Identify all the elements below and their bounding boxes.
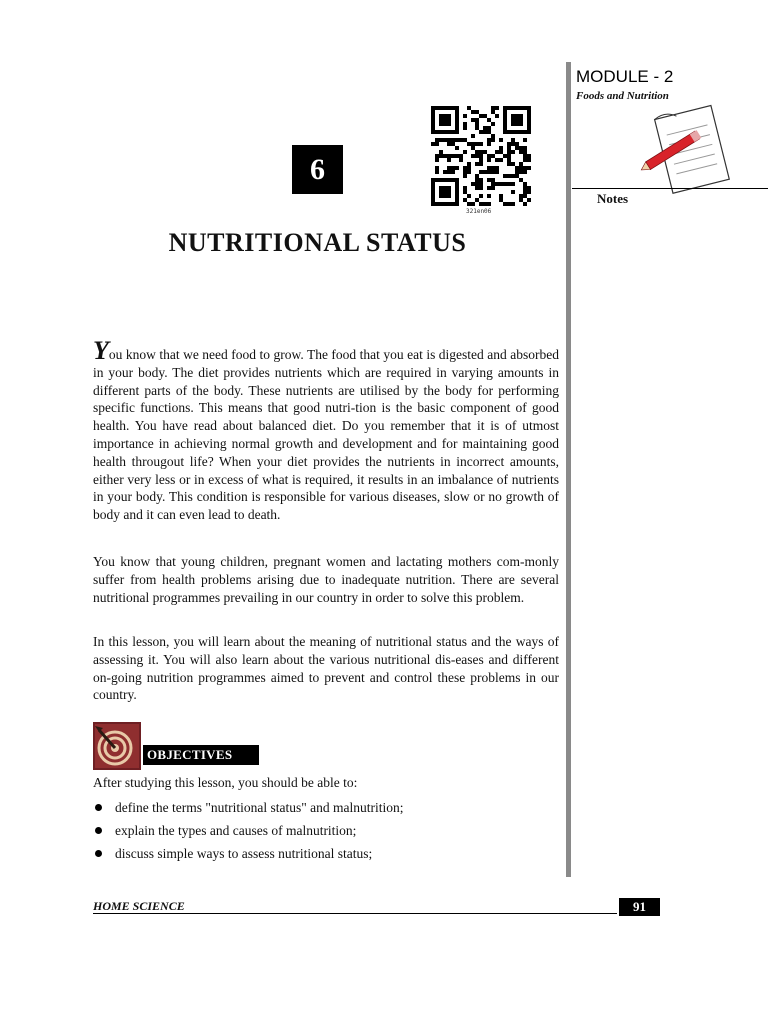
qr-code-label: 321en06 [466,208,492,215]
footer-rule [93,913,617,914]
list-item: define the terms "nutritional status" and malnutrition; [93,796,403,819]
second-paragraph: You know that young children, pregnant women and lactating mothers com-monly suffer from health problems arising due to inadequate nutrition. There are several nutritional programmes prevailing in our country in order to solve this problem. [93,554,559,605]
target-objectives-icon [93,722,141,770]
drop-cap: Y [93,336,109,365]
footer-subject: HOME SCIENCE [93,899,185,913]
qr-code-icon [431,106,531,206]
bullet-icon [95,850,102,857]
intro-paragraph-text: ou know that we need food to grow. The food that you eat is digested and absorbed in your body. The diet provides nutrients which are required in varying amounts in different parts of the body. These nutrients are utilised by the body for performing specific functions. This means that good nutri-tion is the basic component of good health. You have read about balanced diet. Do you remember that it is of utmost importance in achieving normal growth and development and for maintaining good health througout life? When your diet provides the nutrients in incorrect amounts, either very less or in excess of what is required, it results in an imbalance of nutrients in your body. This condition is responsible for various diseases, slow or no growth of body and it can even lead to death. [93,347,559,523]
margin-divider [566,62,571,877]
chapter-title: NUTRITIONAL STATUS [168,228,467,257]
objectives-intro: After studying this lesson, you should be able to: [93,775,358,790]
notes-label: Notes [597,191,629,206]
bullet-icon [95,804,102,811]
module-label: MODULE - 2 [576,67,674,86]
chapter-number: 6 [292,145,343,194]
objectives-list [93,796,403,865]
module-subtitle: Foods and Nutrition [576,90,669,102]
third-paragraph: In this lesson, you will learn about the meaning of nutritional status and the ways of assessing it. You will also learn about the various nutritional dis-eases and different on-going nutrition programmes aimed to prevent and control these problems in our country. [93,634,559,703]
intro-paragraph [93,336,559,524]
bullet-icon [95,827,102,834]
page-number: 91 [619,898,660,916]
list-item: explain the types and causes of malnutrition; [93,819,403,842]
notes-rule [572,188,768,189]
list-item: discuss simple ways to assess nutritional status; [93,842,403,865]
notepad-pencil-icon [636,100,744,208]
objectives-heading: OBJECTIVES [143,745,259,765]
